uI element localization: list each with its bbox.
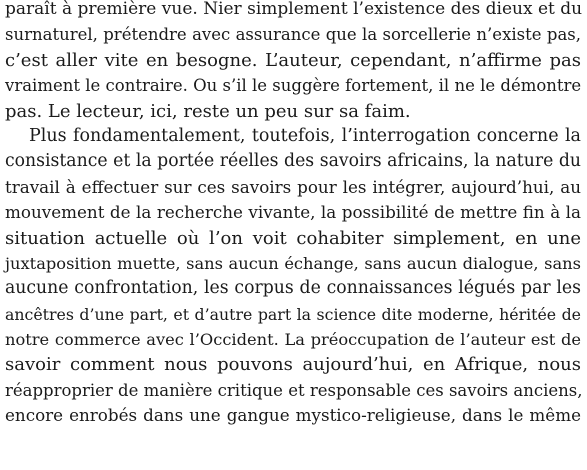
text-line: pas. Le lecteur, ici, reste un peu sur sa faim. bbox=[5, 100, 411, 122]
text-line: surnaturel, prétendre avec assurance que la sorcellerie n’existe pas, bbox=[5, 25, 581, 45]
text-line: paraît à première vue. Nier simplement l’existence des dieux et du bbox=[5, 0, 583, 19]
text-line: travail à effectuer sur ces savoirs pour les intégrer, aujourd’hui, au bbox=[5, 176, 581, 197]
text-line: aucune confrontation, les corpus de connaissances légués par les bbox=[5, 278, 581, 299]
text-line: réapproprier de manière critique et responsable ces savoirs anciens, bbox=[5, 380, 583, 400]
text-line: ancêtres d’une part, et d’autre part la science dite moderne, héritée de bbox=[5, 304, 581, 324]
text-line: c’est aller vite en besogne. L’auteur, cependant, n’affirme pas bbox=[5, 49, 581, 71]
paragraph-1 bbox=[5, 0, 581, 124]
text-line: situation actuelle où l’on voit cohabiter simplement, en une bbox=[5, 227, 581, 249]
text-line: vraiment le contraire. Ou s’il le suggère fortement, il ne le démontre bbox=[5, 76, 582, 96]
paragraph-2 bbox=[5, 124, 581, 429]
body-text bbox=[5, 0, 581, 429]
text-line: notre commerce avec l’Occident. La préoccupation de l’auteur est de bbox=[5, 330, 581, 350]
text-line: Plus fondamentalement, toutefois, l’interrogation concerne la bbox=[29, 125, 581, 146]
text-line: mouvement de la recherche vivante, la possibilité de mettre fin à la bbox=[5, 202, 581, 223]
text-line: juxtaposition muette, sans aucun échange, sans aucun dialogue, sans bbox=[5, 253, 581, 273]
text-line: savoir comment nous pouvons aujourd’hui, en Afrique, nous bbox=[5, 354, 581, 376]
text-line: encore enrobés dans une gangue mystico-religieuse, dans le même bbox=[5, 405, 581, 426]
text-line: consistance et la portée réelles des savoirs africains, la nature du bbox=[5, 151, 581, 172]
